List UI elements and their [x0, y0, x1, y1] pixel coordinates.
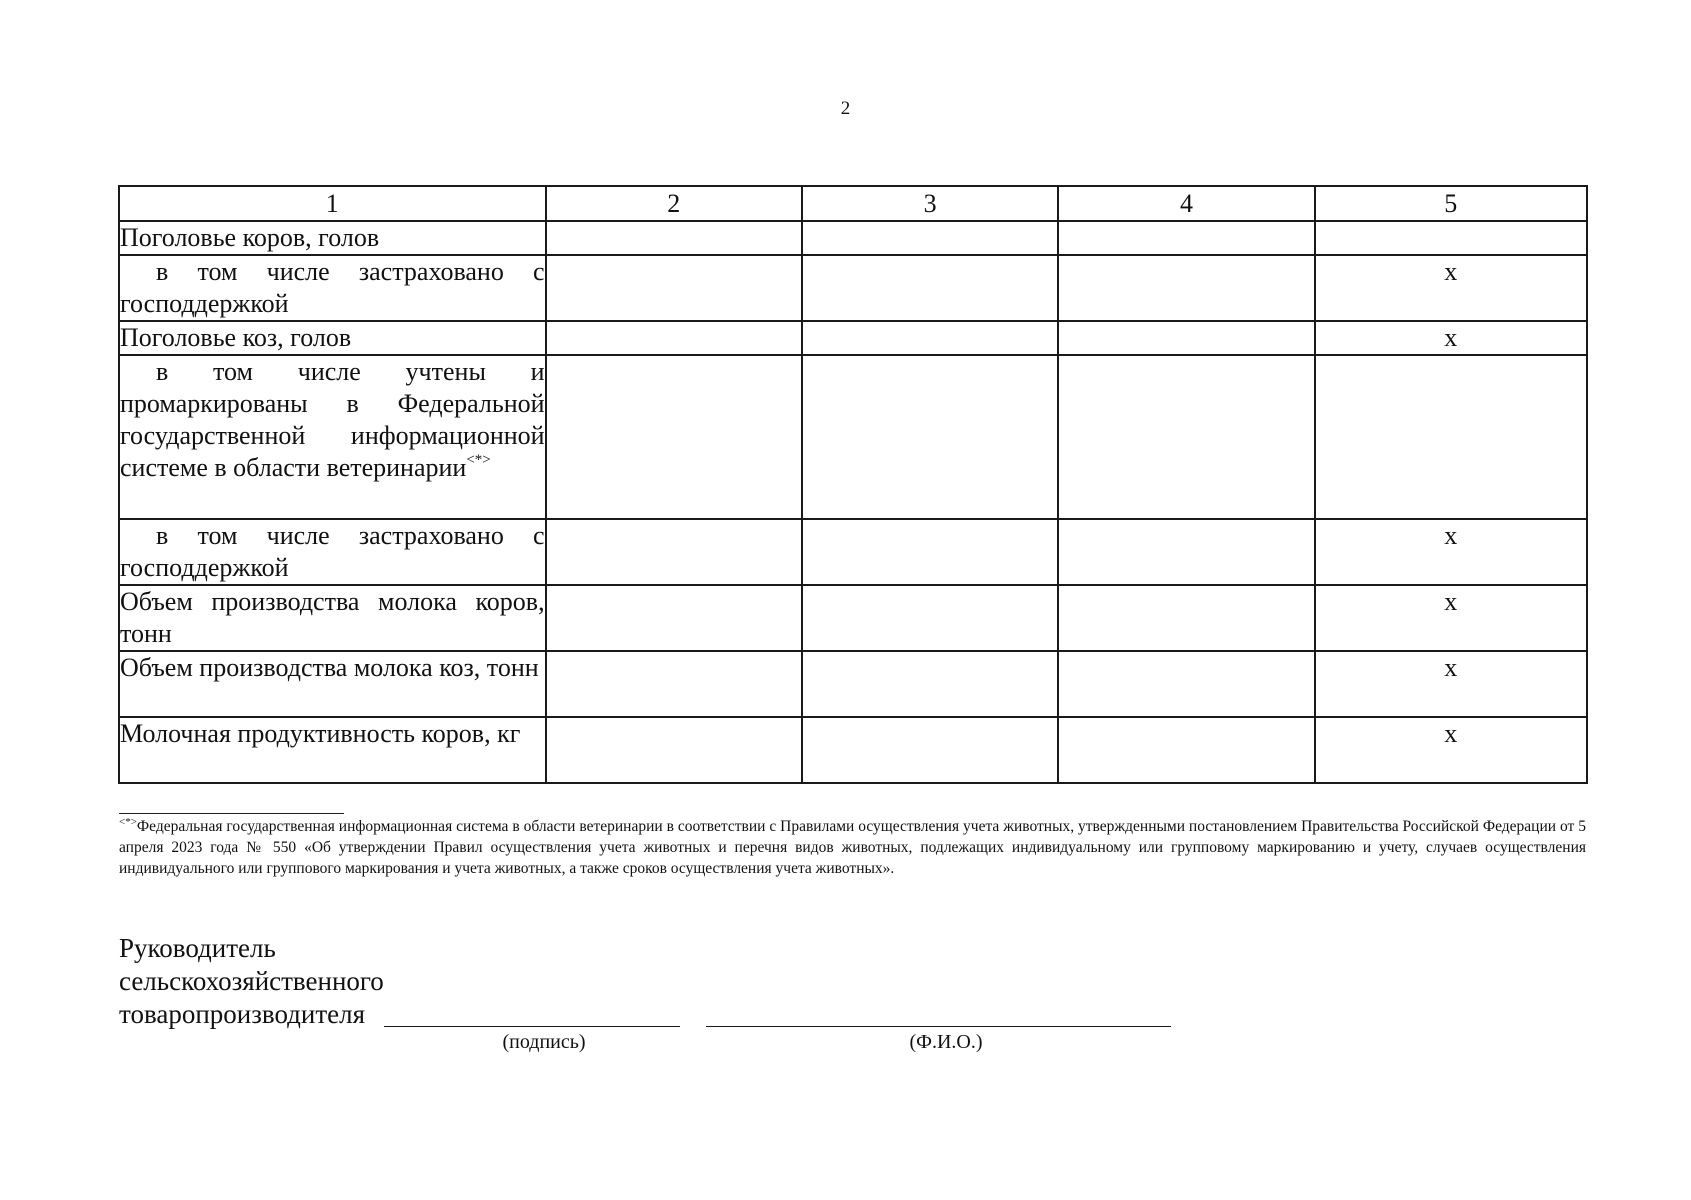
row-label-text: в том числе застраховано с господдержкой: [120, 521, 545, 582]
table-row: [119, 519, 1587, 585]
cell-col-5: x: [1315, 717, 1587, 783]
signature-title-line: Руководитель: [119, 933, 276, 963]
empty-cell-col-4: [1058, 717, 1314, 783]
signature-blank-line: [384, 1026, 680, 1027]
cell-col-5: x: [1315, 585, 1587, 651]
table-row: [119, 321, 1587, 355]
cell-col-5: x: [1315, 651, 1587, 717]
empty-cell-col-3: [802, 355, 1058, 519]
footnote-divider: [119, 813, 344, 814]
column-header: 3: [802, 186, 1058, 221]
empty-cell-col-2: [546, 355, 802, 519]
empty-cell-col-2: [546, 585, 802, 651]
row-label: [119, 519, 546, 585]
table-row: [119, 255, 1587, 321]
table-row: [119, 221, 1587, 255]
row-label-text: Поголовье коз, голов: [120, 323, 352, 352]
empty-cell-col-4: [1058, 519, 1314, 585]
cell-col-5: x: [1315, 519, 1587, 585]
row-label-text: Молочная продуктивность коров, кг: [120, 719, 521, 748]
row-label-text: Объем производства молока коз, тонн: [120, 653, 539, 682]
footnote-mark: <*>: [119, 816, 137, 828]
empty-cell-col-3: [802, 651, 1058, 717]
row-label-text: в том числе учтены и промаркированы в Федеральной государственной информационной системе в области ветеринарии: [120, 357, 545, 482]
row-label: [119, 255, 546, 321]
column-header: 4: [1058, 186, 1314, 221]
cell-col-5: [1315, 221, 1587, 255]
empty-cell-col-3: [802, 255, 1058, 321]
empty-cell-col-2: [546, 221, 802, 255]
empty-cell-col-3: [802, 321, 1058, 355]
table-header-row: [119, 186, 1587, 221]
empty-cell-col-3: [802, 585, 1058, 651]
row-label: [119, 221, 546, 255]
cell-col-5: x: [1315, 321, 1587, 355]
signature-title-line: сельскохозяйственного: [119, 966, 384, 996]
empty-cell-col-4: [1058, 651, 1314, 717]
row-label: [119, 585, 546, 651]
cell-col-5: x: [1315, 255, 1587, 321]
column-header: 2: [546, 186, 802, 221]
footnote: [119, 816, 1586, 879]
empty-cell-col-4: [1058, 255, 1314, 321]
empty-cell-col-2: [546, 321, 802, 355]
empty-cell-col-3: [802, 221, 1058, 255]
empty-cell-col-3: [802, 519, 1058, 585]
table-row: [119, 651, 1587, 717]
empty-cell-col-4: [1058, 355, 1314, 519]
row-label-text: Поголовье коров, голов: [120, 223, 380, 252]
name-blank-line: [706, 1026, 1171, 1027]
row-label: [119, 717, 546, 783]
signature-title-line: товаропроизводителя: [119, 999, 366, 1029]
empty-cell-col-2: [546, 651, 802, 717]
empty-cell-col-4: [1058, 585, 1314, 651]
footnote-text: Федеральная государственная информационная система в области ветеринарии в соответствии с Правилами осуществления учета животных, утвержденными постановлением Правительства Российской Федерации от 5 апреля 2023 года № 550 «Об утверждении Правил осуществления учета животных и перечня видов животных, подлежащих индивидуальному или групповому маркированию и учету, случаев осуществления индивидуального или группового маркирования и учета животных, а также сроков осуществления учета животных».: [119, 818, 1586, 877]
empty-cell-col-2: [546, 255, 802, 321]
signature-title: [119, 932, 384, 1031]
empty-cell-col-4: [1058, 221, 1314, 255]
table-row: [119, 585, 1587, 651]
row-label: [119, 321, 546, 355]
empty-cell-col-4: [1058, 321, 1314, 355]
row-label: [119, 355, 546, 519]
empty-cell-col-2: [546, 717, 802, 783]
cell-col-5: [1315, 355, 1587, 519]
table-row: [119, 355, 1587, 519]
row-label: [119, 651, 546, 717]
table-row: [119, 717, 1587, 783]
page-number: 2: [840, 98, 851, 119]
column-header: 5: [1315, 186, 1587, 221]
column-header: 1: [119, 186, 546, 221]
data-table: [118, 185, 1588, 784]
row-label-text: Объем производства молока коров, тонн: [120, 587, 545, 648]
table-body: [119, 221, 1587, 783]
empty-cell-col-3: [802, 717, 1058, 783]
footnote-reference: <*>: [466, 452, 491, 468]
empty-cell-col-2: [546, 519, 802, 585]
row-label-text: в том числе застраховано с господдержкой: [120, 257, 545, 318]
name-caption: (Ф.И.О.): [909, 1031, 983, 1053]
signature-caption: (подпись): [502, 1031, 586, 1053]
